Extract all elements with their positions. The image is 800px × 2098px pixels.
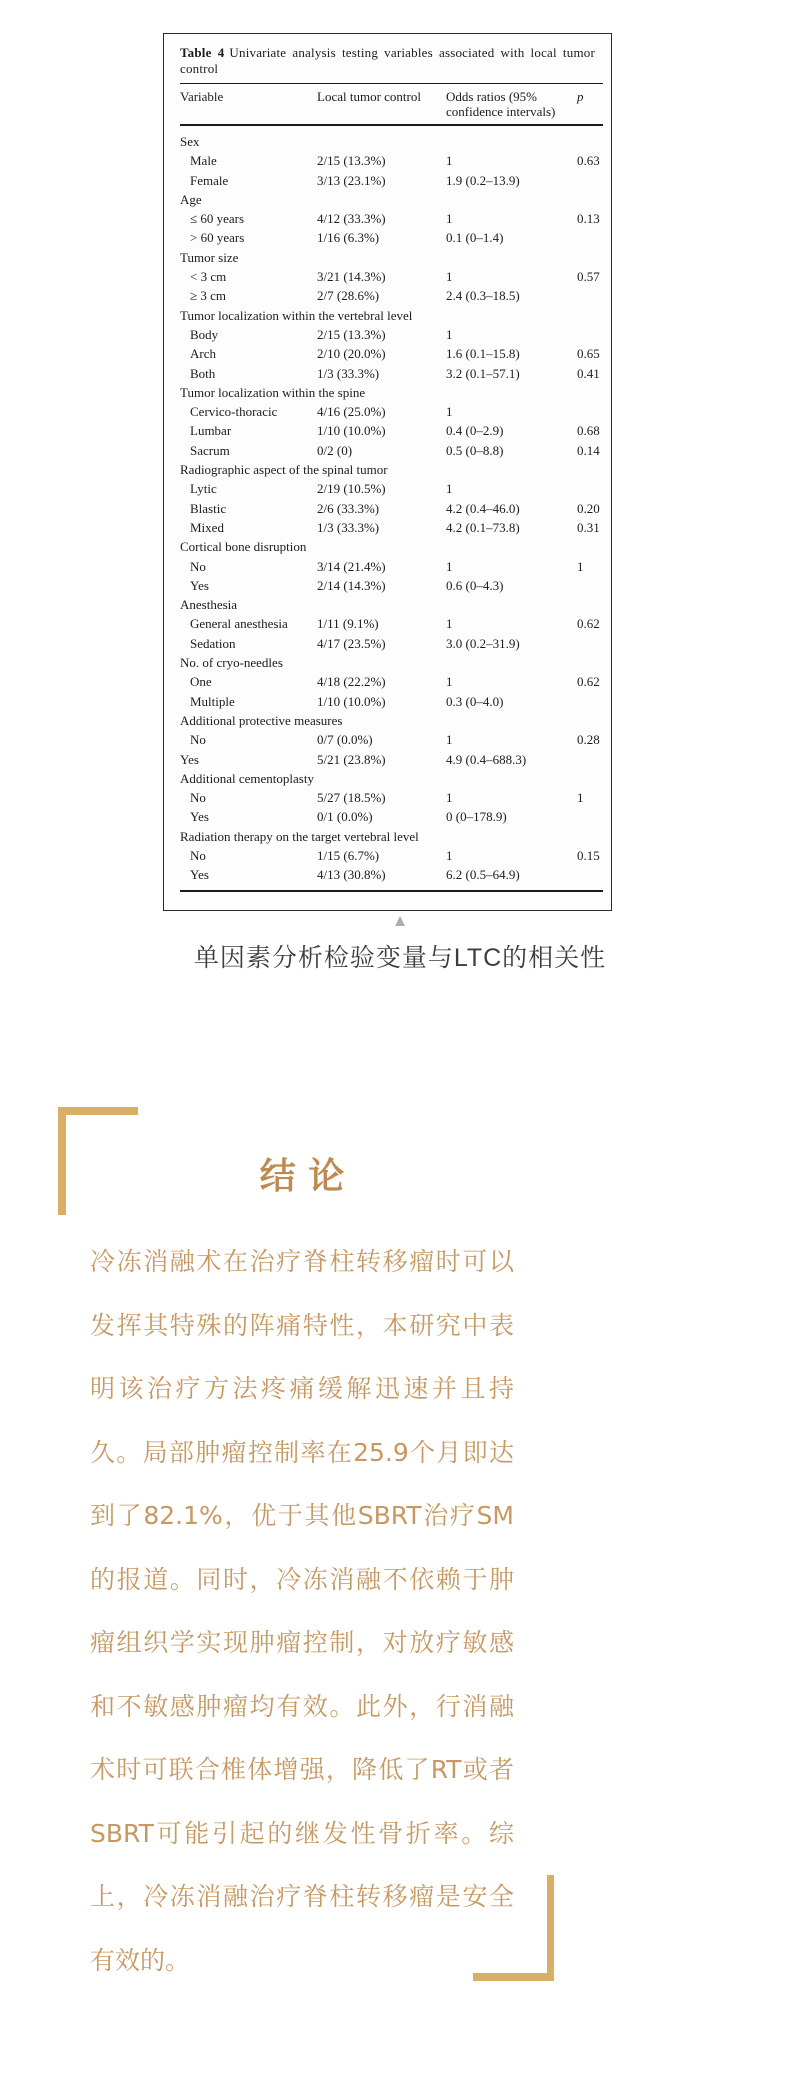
row-odds-ratio: 1 xyxy=(446,558,453,574)
row-label: Tumor size xyxy=(180,249,239,265)
triangle-up-icon: ▲ xyxy=(391,911,409,930)
row-odds-ratio: 1.6 (0.1–15.8) xyxy=(446,346,520,362)
row-local-tumor-control: 4/13 (30.8%) xyxy=(317,867,386,883)
table4-figure xyxy=(163,33,612,911)
row-label: No xyxy=(190,558,206,574)
table-title xyxy=(180,45,603,77)
row-odds-ratio: 1 xyxy=(446,153,453,169)
conclusion-heading: 结 论 xyxy=(259,1155,345,1197)
row-p-value: 0.31 xyxy=(577,519,600,535)
column-header-odds-ratios: Odds ratios (95% confidence intervals) xyxy=(446,89,556,119)
row-local-tumor-control: 2/7 (28.6%) xyxy=(317,288,380,304)
table-body xyxy=(180,132,603,885)
row-label: No xyxy=(190,732,206,748)
table-row xyxy=(180,267,603,286)
row-p-value: 0.63 xyxy=(577,153,600,169)
column-header-variable: Variable xyxy=(180,89,224,104)
row-label: < 3 cm xyxy=(190,269,227,285)
row-odds-ratio: 0.1 (0–1.4) xyxy=(446,230,504,246)
row-label: Yes xyxy=(190,809,209,825)
row-p-value: 0.62 xyxy=(577,616,600,632)
row-local-tumor-control: 1/10 (10.0%) xyxy=(317,423,386,439)
table-section-row xyxy=(180,711,603,730)
table-row xyxy=(180,576,603,595)
table-row xyxy=(180,171,603,190)
table-row xyxy=(180,344,603,363)
row-label: Radiation therapy on the target vertebral level xyxy=(180,828,419,844)
row-p-value: 0.28 xyxy=(577,732,600,748)
table-row xyxy=(180,286,603,305)
row-local-tumor-control: 5/21 (23.8%) xyxy=(317,751,386,767)
table-section-row xyxy=(180,306,603,325)
table-title-text: Univariate analysis testing variables associated with local tumor control xyxy=(180,45,595,76)
row-local-tumor-control: 3/13 (23.1%) xyxy=(317,172,386,188)
table-section-row xyxy=(180,653,603,672)
row-local-tumor-control: 1/15 (6.7%) xyxy=(317,847,380,863)
row-label: Male xyxy=(190,153,217,169)
row-label: Arch xyxy=(190,346,216,362)
table-row xyxy=(180,151,603,170)
row-odds-ratio: 3.0 (0.2–31.9) xyxy=(446,635,520,651)
table-row xyxy=(180,402,603,421)
row-odds-ratio: 1 xyxy=(446,674,453,690)
corner-bracket-bottom-right xyxy=(473,1875,554,1981)
table-row xyxy=(180,499,603,518)
row-odds-ratio: 4.2 (0.1–73.8) xyxy=(446,519,520,535)
row-odds-ratio: 1 xyxy=(446,790,453,806)
row-odds-ratio: 3.2 (0.1–57.1) xyxy=(446,365,520,381)
row-p-value: 0.20 xyxy=(577,500,600,516)
row-odds-ratio: 2.4 (0.3–18.5) xyxy=(446,288,520,304)
table-row xyxy=(180,209,603,228)
row-odds-ratio: 0.3 (0–4.0) xyxy=(446,693,504,709)
row-label: ≤ 60 years xyxy=(190,211,245,227)
row-p-value: 1 xyxy=(577,790,584,806)
row-local-tumor-control: 2/6 (33.3%) xyxy=(317,500,380,516)
column-header-local-tumor-control: Local tumor control xyxy=(317,89,421,104)
row-label: Yes xyxy=(190,867,209,883)
row-label: Cervico-thoracic xyxy=(190,404,278,420)
row-local-tumor-control: 4/17 (23.5%) xyxy=(317,635,386,651)
row-odds-ratio: 1 xyxy=(446,616,453,632)
table-row xyxy=(180,730,603,749)
row-p-value: 1 xyxy=(577,558,584,574)
row-odds-ratio: 0.4 (0–2.9) xyxy=(446,423,504,439)
row-local-tumor-control: 5/27 (18.5%) xyxy=(317,790,386,806)
row-label: One xyxy=(190,674,212,690)
table-title-rule xyxy=(180,83,603,84)
row-label: Anesthesia xyxy=(180,597,238,613)
conclusion-paragraph: 冷冻消融术在治疗脊柱转移瘤时可以发挥其特殊的阵痛特性，本研究中表明该治疗方法疼痛缓解迅速并且持久。局部肿瘤控制率在25.9个月即达到了82.1%，优于其他SBRT治疗SM的报道。同时，冷冻消融不依赖于肿瘤组织学实现肿瘤控制，对放疗敏感和不敏感肿瘤均有效。此外，行消融术时可联合椎体增强，降低了RT或者SBRT可能引起的继发性骨折率。综上，冷冻消融治疗脊柱转移瘤是安全有效的。 xyxy=(90,1247,514,1975)
table-row xyxy=(180,518,603,537)
table-row xyxy=(180,614,603,633)
row-label: Yes xyxy=(180,751,199,767)
row-label: Cortical bone disruption xyxy=(180,539,307,555)
row-local-tumor-control: 4/18 (22.2%) xyxy=(317,674,386,690)
row-odds-ratio: 6.2 (0.5–64.9) xyxy=(446,867,520,883)
row-odds-ratio: 1.9 (0.2–13.9) xyxy=(446,172,520,188)
row-local-tumor-control: 1/11 (9.1%) xyxy=(317,616,379,632)
row-p-value: 0.68 xyxy=(577,423,600,439)
row-odds-ratio: 0.5 (0–8.8) xyxy=(446,442,504,458)
table-row xyxy=(180,557,603,576)
table-row xyxy=(180,441,603,460)
table-row xyxy=(180,364,603,383)
row-local-tumor-control: 3/21 (14.3%) xyxy=(317,269,386,285)
table-row xyxy=(180,479,603,498)
table-section-row xyxy=(180,383,603,402)
row-local-tumor-control: 0/7 (0.0%) xyxy=(317,732,373,748)
table-section-row xyxy=(180,827,603,846)
row-p-value: 0.57 xyxy=(577,269,600,285)
row-label: Additional cementoplasty xyxy=(180,770,314,786)
row-label: No xyxy=(190,790,206,806)
row-label: Additional protective measures xyxy=(180,712,343,728)
row-p-value: 0.62 xyxy=(577,674,600,690)
row-label: Blastic xyxy=(190,500,227,516)
row-label: Mixed xyxy=(190,519,224,535)
row-local-tumor-control: 1/3 (33.3%) xyxy=(317,365,380,381)
row-local-tumor-control: 2/19 (10.5%) xyxy=(317,481,386,497)
table-row xyxy=(180,807,603,826)
table-section-row xyxy=(180,769,603,788)
row-p-value: 0.13 xyxy=(577,211,600,227)
row-local-tumor-control: 4/12 (33.3%) xyxy=(317,211,386,227)
table-row xyxy=(180,692,603,711)
row-local-tumor-control: 2/15 (13.3%) xyxy=(317,326,386,342)
row-local-tumor-control: 2/14 (14.3%) xyxy=(317,577,386,593)
row-label: Age xyxy=(180,191,202,207)
row-p-value: 0.65 xyxy=(577,346,600,362)
row-odds-ratio: 4.2 (0.4–46.0) xyxy=(446,500,520,516)
row-local-tumor-control: 1/16 (6.3%) xyxy=(317,230,380,246)
row-label: No. of cryo-needles xyxy=(180,655,283,671)
row-local-tumor-control: 4/16 (25.0%) xyxy=(317,404,386,420)
row-local-tumor-control: 1/10 (10.0%) xyxy=(317,693,386,709)
row-label: Tumor localization within the spine xyxy=(180,384,366,400)
row-label: ≥ 3 cm xyxy=(190,288,227,304)
row-odds-ratio: 1 xyxy=(446,404,453,420)
row-label: General anesthesia xyxy=(190,616,288,632)
row-odds-ratio: 0.6 (0–4.3) xyxy=(446,577,504,593)
row-label: Sacrum xyxy=(190,442,230,458)
row-label: Lytic xyxy=(190,481,217,497)
table-row xyxy=(180,672,603,691)
table-row xyxy=(180,228,603,247)
row-p-value: 0.14 xyxy=(577,442,600,458)
table-row xyxy=(180,421,603,440)
row-label: Radiographic aspect of the spinal tumor xyxy=(180,462,388,478)
row-label: Both xyxy=(190,365,216,381)
table-section-row xyxy=(180,132,603,151)
row-odds-ratio: 1 xyxy=(446,211,453,227)
table-section-row xyxy=(180,537,603,556)
row-local-tumor-control: 2/10 (20.0%) xyxy=(317,346,386,362)
table-row xyxy=(180,865,603,884)
table-section-row xyxy=(180,190,603,209)
table-row xyxy=(180,846,603,865)
table-row xyxy=(180,325,603,344)
row-p-value: 0.41 xyxy=(577,365,600,381)
row-odds-ratio: 0 (0–178.9) xyxy=(446,809,507,825)
row-odds-ratio: 4.9 (0.4–688.3) xyxy=(446,751,527,767)
table-section-row xyxy=(180,460,603,479)
row-local-tumor-control: 0/2 (0) xyxy=(317,442,353,458)
row-local-tumor-control: 0/1 (0.0%) xyxy=(317,809,373,825)
row-label: > 60 years xyxy=(190,230,245,246)
table-bottom-rule xyxy=(180,890,603,892)
row-label: Yes xyxy=(190,577,209,593)
row-odds-ratio: 1 xyxy=(446,847,453,863)
figure-caption: 单因素分析检验变量与LTC的相关性 xyxy=(193,944,607,972)
row-odds-ratio: 1 xyxy=(446,269,453,285)
row-p-value: 0.15 xyxy=(577,847,600,863)
row-odds-ratio: 1 xyxy=(446,481,453,497)
row-local-tumor-control: 2/15 (13.3%) xyxy=(317,153,386,169)
row-local-tumor-control: 1/3 (33.3%) xyxy=(317,519,380,535)
row-label: No xyxy=(190,847,206,863)
row-label: Body xyxy=(190,326,219,342)
table-row xyxy=(180,788,603,807)
table-row xyxy=(180,634,603,653)
table-number-label: Table 4 xyxy=(180,45,225,60)
row-local-tumor-control: 3/14 (21.4%) xyxy=(317,558,386,574)
row-odds-ratio: 1 xyxy=(446,326,453,342)
column-header-p: p xyxy=(577,89,584,104)
row-label: Female xyxy=(190,172,229,188)
row-label: Multiple xyxy=(190,693,235,709)
table-section-row xyxy=(180,248,603,267)
row-label: Lumbar xyxy=(190,423,232,439)
table-section-row xyxy=(180,595,603,614)
row-label: Sex xyxy=(180,134,200,149)
row-label: Sedation xyxy=(190,635,236,651)
table-row xyxy=(180,750,603,769)
table-header-rule xyxy=(180,124,603,126)
row-odds-ratio: 1 xyxy=(446,732,453,748)
row-label: Tumor localization within the vertebral level xyxy=(180,307,413,323)
table-header-row xyxy=(180,89,603,119)
